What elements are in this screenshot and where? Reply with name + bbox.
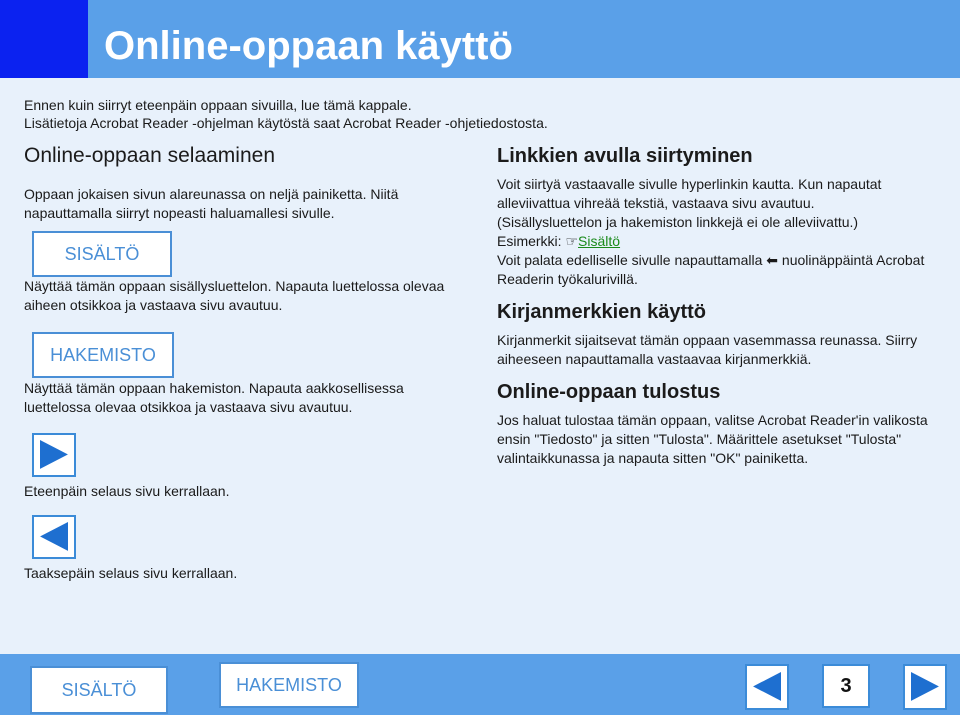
- header-accent-block: [0, 0, 88, 78]
- browsing-text: Oppaan jokaisen sivun alareunassa on neljä painiketta. Niitä napauttamalla siirryt nopeasti haluamallesi sivulle.: [24, 186, 399, 221]
- links-text-3: [497, 251, 937, 289]
- hand-pointer-icon: ☞: [565, 233, 579, 249]
- page-header: [0, 0, 960, 78]
- section-title-links: Linkkien avulla siirtyminen: [497, 145, 753, 167]
- footer-index-button[interactable]: HAKEMISTO: [219, 662, 359, 708]
- intro-text: [24, 96, 548, 132]
- footer-back-button[interactable]: [745, 664, 789, 710]
- example-line: [497, 232, 937, 251]
- index-description: Näyttää tämän oppaan hakemiston. Napauta aakkosellisessa luettelossa olevaa otsikkoa ja vastaava sivu avautuu.: [24, 380, 404, 415]
- forward-button-sample[interactable]: [32, 433, 76, 477]
- section-title-print: Online-oppaan tulostus: [497, 381, 721, 403]
- contents-description: Näyttää tämän oppaan sisällysluettelon. Napauta luettelossa olevaa aiheen otsikkoa ja vastaava sivu avautuu.: [24, 278, 445, 313]
- links-text-2: (Sisällysluettelon ja hakemiston linkkejä ei ole alleviivattu.): [497, 214, 859, 230]
- example-link[interactable]: Sisältö: [578, 233, 621, 249]
- forward-arrow-icon: [36, 437, 72, 473]
- bookmarks-text: Kirjanmerkit sijaitsevat tämän oppaan vasemmassa reunassa. Siirry aiheeseen napauttamalla vastaavaa kirjanmerkkiä.: [497, 332, 918, 367]
- forward-description: Eteenpäin selaus sivu kerrallaan.: [24, 483, 230, 499]
- print-section: [497, 379, 937, 468]
- back-description: Taaksepäin selaus sivu kerrallaan.: [24, 565, 238, 581]
- intro-line-2: Lisätietoja Acrobat Reader -ohjelman käytöstä saat Acrobat Reader -ohjetiedostosta.: [24, 115, 548, 131]
- forward-arrow-icon: [907, 669, 943, 705]
- contents-button-sample[interactable]: SISÄLTÖ: [32, 231, 172, 277]
- footer-forward-button[interactable]: [903, 664, 947, 710]
- section-title-browsing: Online-oppaan selaaminen: [24, 144, 276, 167]
- bookmarks-section: [497, 299, 937, 369]
- print-text: Jos haluat tulostaa tämän oppaan, valitse Acrobat Reader'in valikosta ensin "Tiedosto" ja sitten "Tulosta". Määrittele asetukset "Tulosta" valintaikkunassa ja napauta sitten "OK" painiketta.: [497, 412, 928, 466]
- intro-line-1: Ennen kuin siirryt eteenpäin oppaan sivuilla, lue tämä kappale.: [24, 97, 412, 113]
- section-title-bookmarks: Kirjanmerkkien käyttö: [497, 301, 706, 323]
- back-arrow-icon: [36, 519, 72, 555]
- footer-nav: [0, 654, 960, 715]
- links-text-1: Voit siirtyä vastaavalle sivulle hyperlinkin kautta. Kun napautat alleviivattua vihreää tekstiä, vastaava sivu avautuu.: [497, 176, 882, 211]
- back-button-sample[interactable]: [32, 515, 76, 559]
- index-button-sample[interactable]: HAKEMISTO: [32, 332, 174, 378]
- page-number: 3: [822, 664, 870, 708]
- right-column: [497, 143, 937, 478]
- links-text-3b: nuolinäppäintä Acrobat Readerin työkalurivillä.: [497, 252, 925, 287]
- footer-contents-button[interactable]: SISÄLTÖ: [30, 666, 168, 714]
- links-section: [497, 143, 937, 289]
- page-title: Online-oppaan käyttö: [104, 24, 513, 68]
- back-arrow-glyph-icon: ⬅: [766, 252, 779, 268]
- back-arrow-icon: [749, 669, 785, 705]
- links-text-3a: Voit palata edelliselle sivulle napauttamalla: [497, 252, 767, 268]
- example-label: Esimerkki:: [497, 233, 566, 249]
